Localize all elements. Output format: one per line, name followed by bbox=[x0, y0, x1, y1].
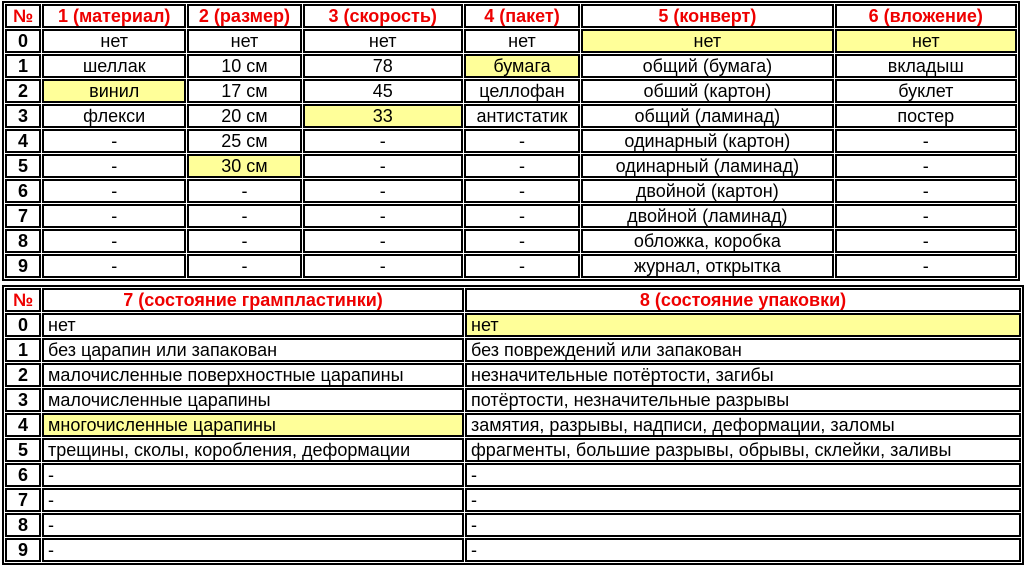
table-cell: - bbox=[464, 254, 580, 278]
table-cell: 78 bbox=[303, 54, 463, 78]
table-cell: - bbox=[42, 154, 186, 178]
table-cell: трещины, сколы, коробления, деформации bbox=[42, 438, 464, 462]
table-cell: - bbox=[187, 179, 301, 203]
table-row bbox=[5, 463, 1021, 487]
table-cell: - bbox=[465, 488, 1021, 512]
bottom-header-record-condition: 7 (состояние грампластинки) bbox=[42, 288, 464, 312]
table-cell: двойной (ламинад) bbox=[581, 204, 834, 228]
row-number-cell: 7 bbox=[5, 488, 41, 512]
row-number-cell: 2 bbox=[5, 79, 41, 103]
table-cell-highlighted: нет bbox=[581, 29, 834, 53]
table-cell: - bbox=[42, 179, 186, 203]
table-cell: целлофан bbox=[464, 79, 580, 103]
row-number-cell: 4 bbox=[5, 129, 41, 153]
table-cell: обший (картон) bbox=[581, 79, 834, 103]
table-row bbox=[5, 363, 1021, 387]
table-cell: флекси bbox=[42, 104, 186, 128]
row-number-cell: 5 bbox=[5, 438, 41, 462]
table-cell: антистатик bbox=[464, 104, 580, 128]
table-cell: - bbox=[42, 254, 186, 278]
table-row bbox=[5, 488, 1021, 512]
table-row bbox=[5, 104, 1017, 128]
row-number-cell: 9 bbox=[5, 538, 41, 562]
table-row bbox=[5, 79, 1017, 103]
attribute-codes-table bbox=[2, 1, 1020, 281]
table-cell: обложка, коробка bbox=[581, 229, 834, 253]
table-cell: нет bbox=[42, 313, 464, 337]
table-cell: одинарный (ламинад) bbox=[581, 154, 834, 178]
table-cell: 20 см bbox=[187, 104, 301, 128]
table-cell: общий (бумага) bbox=[581, 54, 834, 78]
table-cell: - bbox=[835, 179, 1017, 203]
table-cell: - bbox=[835, 154, 1017, 178]
row-number-cell: 3 bbox=[5, 104, 41, 128]
table-cell: - bbox=[835, 204, 1017, 228]
table-cell: 17 см bbox=[187, 79, 301, 103]
top-header-speed: 3 (скорость) bbox=[303, 4, 463, 28]
table-row bbox=[5, 179, 1017, 203]
table-cell: - bbox=[303, 254, 463, 278]
table-cell: - bbox=[465, 513, 1021, 537]
table-cell: - bbox=[42, 463, 464, 487]
row-number-cell: 7 bbox=[5, 204, 41, 228]
table-cell: - bbox=[187, 204, 301, 228]
table-row bbox=[5, 313, 1021, 337]
table-cell: постер bbox=[835, 104, 1017, 128]
row-number-cell: 3 bbox=[5, 388, 41, 412]
table-row bbox=[5, 229, 1017, 253]
row-number-cell: 0 bbox=[5, 29, 41, 53]
table-cell: шеллак bbox=[42, 54, 186, 78]
table-row bbox=[5, 388, 1021, 412]
header-row bbox=[5, 288, 1021, 312]
top-header-material: 1 (материал) bbox=[42, 4, 186, 28]
row-number-cell: 1 bbox=[5, 338, 41, 362]
top-header-size: 2 (размер) bbox=[187, 4, 301, 28]
table-cell: - bbox=[464, 204, 580, 228]
table-row bbox=[5, 204, 1017, 228]
top-header-packet: 4 (пакет) bbox=[464, 4, 580, 28]
table-cell: - bbox=[464, 129, 580, 153]
table-cell-highlighted: многочисленные царапины bbox=[42, 413, 464, 437]
table-cell: - bbox=[303, 129, 463, 153]
row-number-cell: 8 bbox=[5, 513, 41, 537]
table-cell: - bbox=[835, 229, 1017, 253]
table-cell: малочисленные поверхностные царапины bbox=[42, 363, 464, 387]
table-cell-highlighted: 30 см bbox=[187, 154, 301, 178]
table-cell: - bbox=[464, 229, 580, 253]
row-number-cell: 6 bbox=[5, 463, 41, 487]
table-cell: журнал, открытка bbox=[581, 254, 834, 278]
table-cell-highlighted: 33 bbox=[303, 104, 463, 128]
table-cell: - bbox=[42, 129, 186, 153]
table-row bbox=[5, 438, 1021, 462]
condition-codes-table bbox=[2, 285, 1024, 565]
table-cell: нет bbox=[303, 29, 463, 53]
table-cell: фрагменты, большие разрывы, обрывы, склейки, заливы bbox=[465, 438, 1021, 462]
table-cell-highlighted: нет bbox=[465, 313, 1021, 337]
table-row bbox=[5, 29, 1017, 53]
table-cell: - bbox=[303, 229, 463, 253]
table-cell: нет bbox=[42, 29, 186, 53]
table-cell: - bbox=[835, 129, 1017, 153]
table-cell: нет bbox=[464, 29, 580, 53]
table-cell: - bbox=[187, 254, 301, 278]
table-cell: - bbox=[465, 463, 1021, 487]
row-number-cell: 2 bbox=[5, 363, 41, 387]
table-row bbox=[5, 154, 1017, 178]
row-number-cell: 4 bbox=[5, 413, 41, 437]
table-cell: - bbox=[303, 179, 463, 203]
row-number-cell: 1 bbox=[5, 54, 41, 78]
table-cell: 45 bbox=[303, 79, 463, 103]
table-cell: - bbox=[835, 254, 1017, 278]
table-cell-highlighted: нет bbox=[835, 29, 1017, 53]
top-header-insert: 6 (вложение) bbox=[835, 4, 1017, 28]
row-number-cell: 6 bbox=[5, 179, 41, 203]
table-cell: - bbox=[187, 229, 301, 253]
table-cell: 25 см bbox=[187, 129, 301, 153]
table-cell: - bbox=[303, 204, 463, 228]
table-cell: общий (ламинад) bbox=[581, 104, 834, 128]
table-row bbox=[5, 129, 1017, 153]
table-cell: буклет bbox=[835, 79, 1017, 103]
table-cell: - bbox=[42, 538, 464, 562]
table-row bbox=[5, 54, 1017, 78]
row-number-cell: 9 bbox=[5, 254, 41, 278]
table-cell: незначительные потёртости, загибы bbox=[465, 363, 1021, 387]
top-header-envelope: 5 (конверт) bbox=[581, 4, 834, 28]
table-cell: - bbox=[42, 229, 186, 253]
table-row bbox=[5, 254, 1017, 278]
table-cell: потёртости, незначительные разрывы bbox=[465, 388, 1021, 412]
table-cell: одинарный (картон) bbox=[581, 129, 834, 153]
header-row bbox=[5, 4, 1017, 28]
table-cell: без повреждений или запакован bbox=[465, 338, 1021, 362]
table-cell-highlighted: бумага bbox=[464, 54, 580, 78]
table-cell: - bbox=[464, 179, 580, 203]
table-cell: замятия, разрывы, надписи, деформации, заломы bbox=[465, 413, 1021, 437]
table-cell: - bbox=[465, 538, 1021, 562]
table-cell: без царапин или запакован bbox=[42, 338, 464, 362]
table-row bbox=[5, 538, 1021, 562]
bottom-header-packaging-condition: 8 (состояние упаковки) bbox=[465, 288, 1021, 312]
table-cell: - bbox=[42, 204, 186, 228]
table-cell: вкладыш bbox=[835, 54, 1017, 78]
table-row bbox=[5, 338, 1021, 362]
table-cell-highlighted: винил bbox=[42, 79, 186, 103]
top-header-num: № bbox=[5, 4, 41, 28]
row-number-cell: 5 bbox=[5, 154, 41, 178]
bottom-header-num: № bbox=[5, 288, 41, 312]
table-cell: - bbox=[464, 154, 580, 178]
table-row bbox=[5, 413, 1021, 437]
table-cell: малочисленные царапины bbox=[42, 388, 464, 412]
row-number-cell: 0 bbox=[5, 313, 41, 337]
table-cell: нет bbox=[187, 29, 301, 53]
table-cell: - bbox=[42, 488, 464, 512]
table-cell: - bbox=[42, 513, 464, 537]
row-number-cell: 8 bbox=[5, 229, 41, 253]
table-cell: двойной (картон) bbox=[581, 179, 834, 203]
table-cell: - bbox=[303, 154, 463, 178]
table-row bbox=[5, 513, 1021, 537]
table-cell: 10 см bbox=[187, 54, 301, 78]
